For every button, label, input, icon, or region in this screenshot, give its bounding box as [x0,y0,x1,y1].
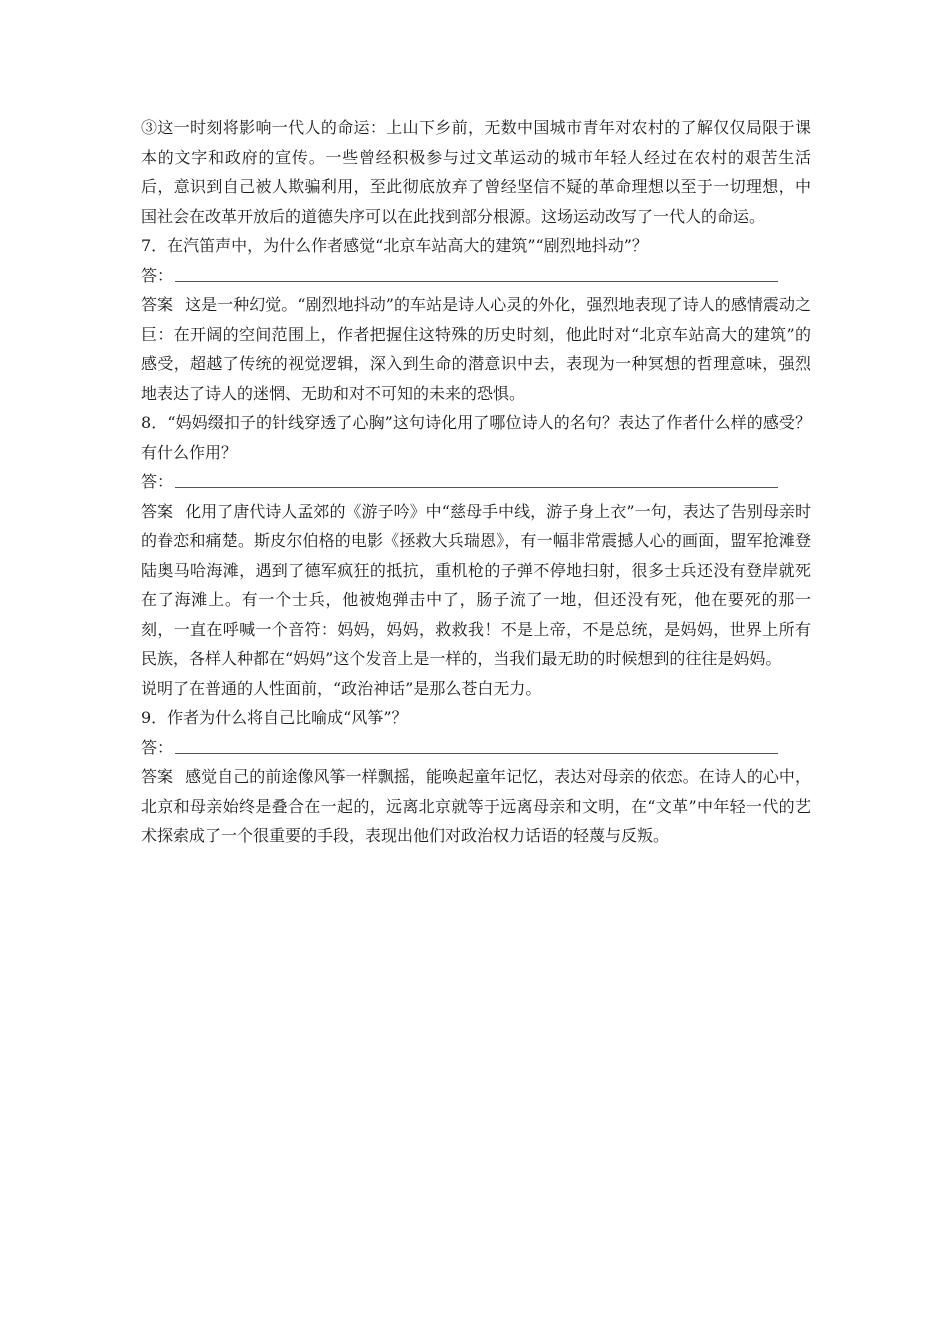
answer-rule [175,281,778,282]
answer-prompt: 答： [141,265,174,285]
answer-9 [141,762,811,851]
answer-text: 化用了唐代诗人孟郊的《游子吟》中“慈母手中线，游子身上衣”一句，表达了告别母亲时的眷恋和痛楚。斯皮尔伯格的电影《拯救大兵瑞恩》，有一幅非常震撼人心的画面，盟军抢滩登陆奥马哈海滩，遇到了德军疯狂的抵抗，重机枪的子弹不停地扫射，很多士兵还没有登岸就死在了海滩上。有一个士兵，他被炮弹击中了，肠子流了一地，但还没有死，他在要死的那一刻，一直在呼喊一个音符：妈妈，妈妈，救救我！不是上帝，不是总统，是妈妈，世界上所有民族，各样人种都在“妈妈”这个发音上是一样的，当我们最无助的时候想到的往往是妈妈。 [141,501,811,668]
answer-label: 答案 [141,295,174,314]
question-8: 8．“妈妈缀扣子的针线穿透了心胸”这句诗化用了哪位诗人的名句？表达了作者什么样的感受？有什么作用？ [141,413,811,462]
answer-prompt: 答： [141,472,174,491]
passage-paragraph-3: ③这一时刻将影响一代人的命运：上山下乡前，无数中国城市青年对农村的了解仅仅局限于课本的文字和政府的宣传。一些曾经积极参与过文革运动的城市年轻人经过在农村的艰苦生活后，意识到自己被人欺骗利用，至此彻底放弃了曾经坚信不疑的革命理想以至于一切理想，中国社会在改革开放后的道德失序可以在此找到部分根源。这场运动改写了一代人的命运。 [141,118,811,226]
answer-8-extra: 说明了在普通的人性面前，“政治神话”是那么苍白无力。 [141,678,542,698]
answer-label: 答案 [141,767,174,786]
answer-blank-8 [141,467,811,497]
question-7: 7．在汽笛声中，为什么作者感觉“北京车站高大的建筑”“剧烈地抖动”？ [141,236,648,255]
answer-8 [141,497,811,674]
answer-label: 答案 [141,501,174,521]
answer-blank-7 [141,261,811,291]
question-9: 9．作者为什么将自己比喻成“风筝”？ [141,708,408,727]
answer-text: 这是一种幻觉。“剧烈地抖动”的车站是诗人心灵的外化，强烈地表现了诗人的感情震动之巨：在开阔的空间范围上，作者把握住这特殊的历史时刻，他此时对“北京车站高大的建筑”的感受，超越了传统的视觉逻辑，深入到生命的潜意识中去，表现为一种冥想的哲理意味，强烈地表达了诗人的迷惘、无助和对不可知的未来的恐惧。 [141,295,811,403]
answer-text: 感觉自己的前途像风筝一样飘摇，能唤起童年记忆，表达对母亲的依恋。在诗人的心中，北京和母亲始终是叠合在一起的，远离北京就等于远离母亲和文明，在“文革”中年轻一代的艺术探索成了一个很重要的手段，表现出他们对政治权力话语的轻蔑与反叛。 [141,767,811,845]
answer-blank-9 [141,733,811,763]
answer-rule [175,487,778,488]
document-page [141,113,811,851]
answer-prompt: 答： [141,737,174,757]
answer-7 [141,290,811,408]
answer-rule [175,753,778,754]
